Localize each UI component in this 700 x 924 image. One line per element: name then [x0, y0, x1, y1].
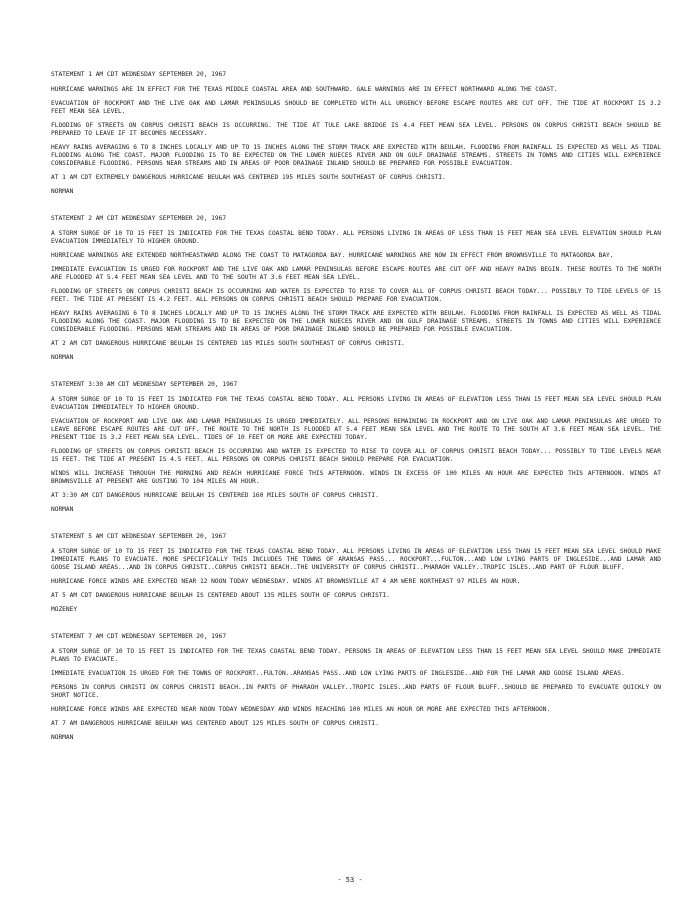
statement-paragraph: IMMEDIATE EVACUATION IS URGED FOR THE TOWNS OF ROCKPORT..FULTON..ARANSAS PASS..AND LOW LYING PARTS OF INGLESIDE..AND FOR THE LAMAR AND GOOSE ISLAND AREAS. [51, 670, 625, 677]
statement-5 [51, 632, 661, 742]
statement-heading: STATEMENT 3:30 AM CDT WEDNESDAY SEPTEMBER 20, 1967 [51, 381, 238, 388]
statement-heading: STATEMENT 5 AM CDT WEDNESDAY SEPTEMBER 20, 1967 [51, 533, 227, 540]
statement-paragraph: AT 7 AM DANGEROUS HURRICANE BEULAH WAS CENTERED ABOUT 125 MILES SOUTH OF CORPUS CHRISTI. [51, 720, 379, 727]
statement-paragraph: FLOODING OF STREETS ON CORPUS CHRISTI BEACH IS OCCURRING. THE TIDE AT TULE LAKE BRIDGE IS 4.4 FEET MEAN SEA LEVEL. PERSONS ON CORPUS CHRISTI BEACH SHOULD BE PREPARED TO LEAVE IF IT BECOMES NECESSARY. [51, 122, 661, 137]
statement-heading: STATEMENT 1 AM CDT WEDNESDAY SEPTEMBER 20, 1967 [51, 71, 227, 78]
forecaster-signature: MOZENEY [51, 606, 78, 613]
statement-paragraph: HURRICANE WARNINGS ARE IN EFFECT FOR THE TEXAS MIDDLE COASTAL AREA AND SOUTHWARD. GALE WARNINGS ARE IN EFFECT NORTHWARD ALONG THE COAST. [51, 86, 558, 93]
statement-paragraph: A STORM SURGE OF 10 TO 15 FEET IS INDICATED FOR THE TEXAS COASTAL BEND TODAY. ALL PERSONS LIVING IN AREAS OF ELEVATION LESS THAN 15 FEET MEAN SEA LEVEL SHOULD MAKE IMMEDIATE PLANS TO EVACUATE. MORE SPECIFICALLY THIS INCLUDES THE TOWNS OF ARANSAS PASS... ROCKPORT...FULTON...AND LOW LYING PARTS OF INGLESIDE...AND LAMAR AND GOOSE ISLAND AREAS...AND IN CORPUS CHRISTI..CORPUS CHRISTI BEACH..THE UNIVERSITY OF CORPUS CHRISTI..PHARAOH VALLEY..TROPIC ISLES..AND PART OF FLOUR BLUFF. [51, 548, 661, 571]
statement-paragraph: HURRICANE FORCE WINDS ARE EXPECTED NEAR NOON TODAY WEDNESDAY AND WINDS REACHING 100 MILES AN HOUR OR MORE ARE EXPECTED THIS AFTERNOON. [51, 706, 551, 713]
page-number: - 53 - [337, 876, 363, 884]
forecaster-signature: NORMAN [51, 506, 74, 513]
statement-paragraph: A STORM SURGE OF 10 TO 15 FEET IS INDICATED FOR THE TEXAS COASTAL BEND TODAY. ALL PERSONS LIVING IN AREAS OF LESS THAN 15 FEET MEAN SEA LEVEL ELEVATION SHOULD PLAN EVACUATION IMMEDIATELY TO HIGHER GROUND. [51, 230, 661, 245]
forecaster-signature: NORMAN [51, 354, 74, 361]
forecaster-signature: NORMAN [51, 734, 74, 741]
statement-paragraph: AT 2 AM CDT DANGEROUS HURRICANE BEULAH IS CENTERED 185 MILES SOUTH SOUTHEAST OF CORPUS CHRISTI. [51, 340, 405, 347]
statement-paragraph: FLOODING OF STREETS ON CORPUS CHRISTI BEACH IS OCCURRING AND WATER IS EXPECTED TO RISE TO COVER ALL OF CORPUS CHRISTI BEACH TODAY... POSSIBLY TO TIDE LEVELS OF 15 FEET. THE TIDE AT PRESENT IS 4.2 FEET. ALL PERSONS ON CORPUS CHRISTI BEACH SHOULD PREPARE FOR EVACUATION. [51, 288, 661, 303]
statement-paragraph: EVACUATION OF ROCKPORT AND LIVE OAK AND LAMAR PENINSULAS IS URGED IMMEDIATELY. ALL PERSONS REMAINING IN ROCKPORT AND ON LIVE OAK AND LAMAR PENINSULAS ARE URGED TO LEAVE BEFORE ESCAPE ROUTES ARE CUT OFF. THE ROUTE TO THE NORTH IS FLOODED AT 5.4 FEET MEAN SEA LEVEL AND THE ROUTE TO THE SOUTH AT 3.6 FEET MEAN SEA LEVEL. THE PRESENT TIDE IS 3.2 FEET MEAN SEA LEVEL. TIDES OF 10 FEET OR MORE ARE EXPECTED TODAY. [51, 418, 661, 441]
statement-heading: STATEMENT 2 AM CDT WEDNESDAY SEPTEMBER 20, 1967 [51, 215, 227, 222]
statements-column [51, 70, 661, 760]
statement-paragraph: AT 3:30 AM CDT DANGEROUS HURRICANE BEULAH IS CENTERED 160 MILES SOUTH OF CORPUS CHRISTI. [51, 492, 379, 499]
statement-paragraph: EVACUATION OF ROCKPORT AND THE LIVE OAK AND LAMAR PENINSULAS SHOULD BE COMPLETED WITH ALL URGENCY BEFORE ESCAPE ROUTES ARE CUT OFF. THE TIDE AT ROCKPORT IS 3.2 FEET MEAN SEA LEVEL. [51, 100, 661, 115]
statement-paragraph: WINDS WILL INCREASE THROUGH THE MORNING AND REACH HURRICANE FORCE THIS AFTERNOON. WINDS IN EXCESS OF 100 MILES AN HOUR ARE EXPECTED THIS AFTERNOON. WINDS AT BROWNSVILLE AT PRESENT ARE GUSTING TO 104 MILES AN HOUR. [51, 470, 661, 485]
statement-paragraph: HEAVY RAINS AVERAGING 6 TO 8 INCHES LOCALLY AND UP TO 15 INCHES ALONG THE STORM TRACK ARE EXPECTED WITH BEULAH. FLOODING FROM RAINFALL IS EXPECTED AS WELL AS TIDAL FLOODING ALONG THE COAST. MAJOR FLOODING IS TO BE EXPECTED ON THE LOWER NUECES RIVER AND ON GULF DRAINAGE STREAMS. STREETS IN TOWNS AND CITIES WILL EXPERIENCE CONSIDERABLE FLOODING. PERSONS NEAR STREAMS AND IN AREAS OF POOR DRAINAGE INLAND SHOULD BE PREPARED FOR POSSIBLE EVACUATION. [51, 310, 661, 333]
statement-paragraph: HURRICANE FORCE WINDS ARE EXPECTED NEAR 12 NOON TODAY WEDNESDAY. WINDS AT BROWNSVILLE AT 4 AM WERE NORTHEAST 97 MILES AN HOUR. [51, 578, 521, 585]
statement-paragraph: FLOODING OF STREETS ON CORPUS CHRISTI BEACH IS OCCURRING AND WATER IS EXPECTED TO RISE TO COVER ALL OF CORPUS CHRISTI BEACH TODAY... POSSIBLY TO TIDE LEVELS NEAR 15 FEET. THE TIDE AT PRESENT IS 4.5 FEET. ALL PERSONS ON CORPUS CHRISTI BEACH SHOULD PREPARE FOR EVACUATION. [51, 448, 661, 463]
statement-paragraph: IMMEDIATE EVACUATION IS URGED FOR ROCKPORT AND THE LIVE OAK AND LAMAR PENINSULAS BEFORE ESCAPE ROUTES ARE CUT OFF AND HEAVY RAINS BEGIN. THESE ROUTES TO THE NORTH ARE FLOODED AT 5.4 FEET MEAN SEA LEVEL AND TO THE SOUTH AT 3.6 FEET MEAN SEA LEVEL. [51, 266, 661, 281]
statement-paragraph: A STORM SURGE OF 10 TO 15 FEET IS INDICATED FOR THE TEXAS COASTAL BEND TODAY. ALL PERSONS LIVING IN AREAS OF ELEVATION LESS THAN 15 FEET MEAN SEA LEVEL SHOULD PLAN EVACUATION IMMEDIATELY TO HIGHER GROUND. [51, 396, 661, 411]
statement-paragraph: PERSONS IN CORPUS CHRISTI ON CORPUS CHRISTI BEACH..IN PARTS OF PHARAOH VALLEY..TROPIC ISLES..AND PARTS OF FLOUR BLUFF..SHOULD BE PREPARED TO EVACUATE QUICKLY ON SHORT NOTICE. [51, 684, 661, 699]
statement-1 [51, 70, 661, 196]
statement-paragraph: AT 1 AM CDT EXTREMELY DANGEROUS HURRICANE BEULAH WAS CENTERED 195 MILES SOUTH SOUTHEAST OF CORPUS CHRISTI. [51, 174, 446, 181]
statement-paragraph: HEAVY RAINS AVERAGING 6 TO 8 INCHES LOCALLY AND UP TO 15 INCHES ALONG THE STORM TRACK ARE EXPECTED WITH BEULAH. FLOODING FROM RAINFALL IS EXPECTED AS WELL AS TIDAL FLOODING ALONG THE COAST. MAJOR FLOODING IS TO BE EXPECTED ON THE LOWER NUECES RIVER AND ON GULF DRAINAGE STREAMS. STREETS IN TOWNS AND CITIES WILL EXPERIENCE CONSIDERABLE FLOODING. PERSONS NEAR STREAMS AND IN AREAS OF POOR DRAINAGE INLAND SHOULD BE PREPARED FOR POSSIBLE EVACUATION. [51, 144, 661, 167]
statement-3 [51, 380, 661, 514]
statement-2 [51, 214, 661, 362]
statement-heading: STATEMENT 7 AM CDT WEDNESDAY SEPTEMBER 20, 1967 [51, 633, 227, 640]
statement-4 [51, 532, 661, 614]
statement-paragraph: A STORM SURGE OF 10 TO 15 FEET IS INDICATED FOR THE TEXAS COASTAL BEND TODAY. PERSONS IN AREAS OF ELEVATION LESS THAN 15 FEET MEAN SEA LEVEL SHOULD MAKE IMMEDIATE PLANS TO EVACUATE. [51, 648, 661, 663]
statement-paragraph: HURRICANE WARNINGS ARE EXTENDED NORTHEASTWARD ALONG THE COAST TO MATAGORDA BAY. HURRICANE WARNINGS ARE NOW IN EFFECT FROM BROWNSVILLE TO MATAGORDA BAY. [51, 252, 614, 259]
forecaster-signature: NORMAN [51, 188, 74, 195]
statement-paragraph: AT 5 AM CDT DANGEROUS HURRICANE BEULAH IS CENTERED ABOUT 135 MILES SOUTH OF CORPUS CHRISTI. [51, 592, 390, 599]
